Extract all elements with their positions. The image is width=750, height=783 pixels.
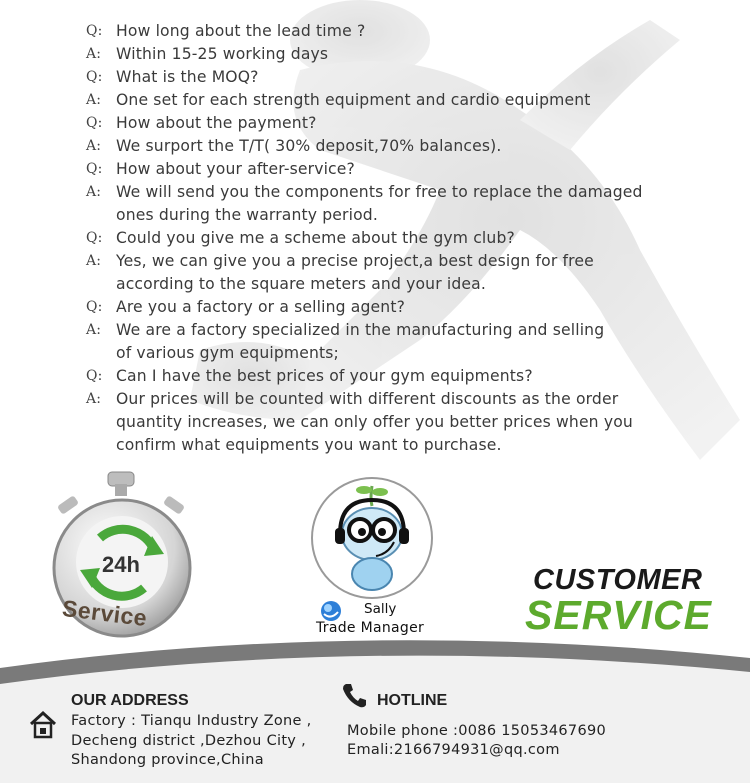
service-title: SERVICE — [525, 592, 712, 638]
faq-answer — [86, 319, 726, 365]
trade-manager-icon — [320, 600, 342, 622]
faq-text: How about the payment? — [116, 114, 317, 132]
faq-marker: Q: — [86, 161, 103, 177]
faq-marker: A: — [86, 92, 102, 108]
stopwatch-hours: 24h — [102, 552, 140, 577]
address-line: Decheng district ,Dezhou City , — [71, 733, 307, 749]
faq-text: We will send you the components for free to replace the damaged ones during the warranty period. — [116, 183, 643, 224]
faq-marker: A: — [86, 253, 102, 269]
trade-manager-label[interactable]: Trade Manager — [316, 620, 425, 636]
address-line: Shandong province,China — [71, 752, 264, 768]
faq-answer — [86, 250, 726, 296]
faq-text: What is the MOQ? — [116, 68, 259, 86]
faq-question — [86, 365, 726, 388]
faq-question — [86, 112, 726, 135]
mascot-icon — [310, 476, 434, 600]
faq-marker: A: — [86, 46, 102, 62]
phone-icon — [340, 680, 370, 710]
faq-marker: A: — [86, 391, 102, 407]
faq-text: We surport the T/T( 30% deposit,70% balances). — [116, 137, 502, 155]
faq-text: How long about the lead time ? — [116, 22, 366, 40]
faq-answer — [86, 181, 726, 227]
hotline-title: HOTLINE — [377, 692, 448, 709]
faq-marker: Q: — [86, 368, 103, 384]
faq-question — [86, 66, 726, 89]
faq-text: Could you give me a scheme about the gym club? — [116, 229, 515, 247]
address-title: OUR ADDRESS — [71, 692, 189, 709]
faq-answer — [86, 89, 726, 112]
faq-marker: A: — [86, 184, 102, 200]
faq-marker: Q: — [86, 69, 103, 85]
faq-text: We are a factory specialized in the manufacturing and selling of various gym equipments; — [116, 321, 605, 362]
faq-answer — [86, 388, 726, 457]
faq-answer — [86, 43, 726, 66]
faq-question — [86, 227, 726, 250]
faq-question — [86, 20, 726, 43]
faq-marker: A: — [86, 322, 102, 338]
faq-text: Our prices will be counted with different discounts as the order quantity increases, we can only offer you better prices when you confirm what equipments you want to purchase. — [116, 390, 633, 454]
faq-question — [86, 158, 726, 181]
chat-contact-name[interactable]: Sally — [364, 601, 397, 617]
address-line: Factory : Tianqu Industry Zone , — [71, 713, 312, 729]
faq-text: One set for each strength equipment and cardio equipment — [116, 91, 591, 109]
faq-text: How about your after-service? — [116, 160, 355, 178]
faq-text: Within 15-25 working days — [116, 45, 329, 63]
home-icon — [28, 710, 58, 740]
faq-list — [86, 20, 726, 457]
faq-marker: Q: — [86, 230, 103, 246]
faq-marker: Q: — [86, 23, 103, 39]
faq-marker: Q: — [86, 115, 103, 131]
faq-marker: A: — [86, 138, 102, 154]
customer-title: CUSTOMER — [533, 564, 703, 596]
faq-answer — [86, 135, 726, 158]
faq-text: Can I have the best prices of your gym equipments? — [116, 367, 533, 385]
service-label: Service — [60, 594, 149, 632]
faq-question — [86, 296, 726, 319]
faq-text: Are you a factory or a selling agent? — [116, 298, 406, 316]
faq-text: Yes, we can give you a precise project,a best design for free according to the square meters and your idea. — [116, 252, 594, 293]
email-address[interactable]: Emali:2166794931@qq.com — [347, 742, 560, 758]
faq-marker: Q: — [86, 299, 103, 315]
mobile-phone[interactable]: Mobile phone :0086 15053467690 — [347, 723, 607, 739]
